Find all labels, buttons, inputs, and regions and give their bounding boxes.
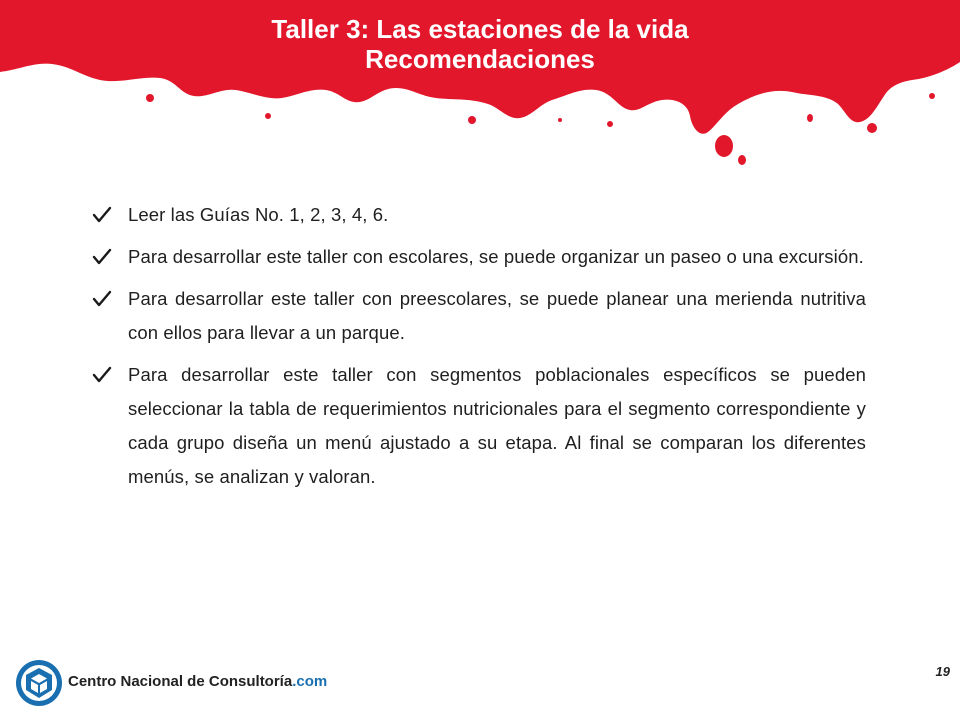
checkmark-icon [92, 248, 112, 266]
bullet-text: Para desarrollar este taller con preescolares, se puede planear una merienda nutritiva con ellos para llevar a un parque. [128, 288, 866, 343]
bullet-item [88, 358, 866, 494]
title-line-2: Recomendaciones [365, 44, 595, 74]
checkmark-icon [92, 366, 112, 384]
checkmark-icon [92, 206, 112, 224]
slide-title [0, 14, 960, 74]
bullet-item [88, 240, 866, 274]
bullet-text: Leer las Guías No. 1, 2, 3, 4, 6. [128, 204, 389, 225]
title-line-1: Taller 3: Las estaciones de la vida [271, 14, 689, 44]
bullet-text: Para desarrollar este taller con escolares, se puede organizar un paseo o una excursión. [128, 246, 864, 267]
organization-name-text: Centro Nacional de Consultoría [68, 673, 293, 690]
checkmark-icon [92, 290, 112, 308]
bullet-list [88, 198, 866, 502]
organization-domain: .com [292, 673, 328, 690]
organization-name [68, 673, 327, 690]
bullet-text: Para desarrollar este taller con segmentos poblacionales específicos se pueden seleccionar la tabla de requerimientos nutricionales para el segmento correspondiente y cada grupo diseña un menú ajustado a su etapa. Al final se comparan los diferentes menús, se analizan y valoran. [128, 364, 866, 487]
cube-logo-icon [14, 658, 64, 708]
page-number: 19 [935, 664, 950, 679]
bullet-item [88, 282, 866, 350]
bullet-item [88, 198, 866, 232]
